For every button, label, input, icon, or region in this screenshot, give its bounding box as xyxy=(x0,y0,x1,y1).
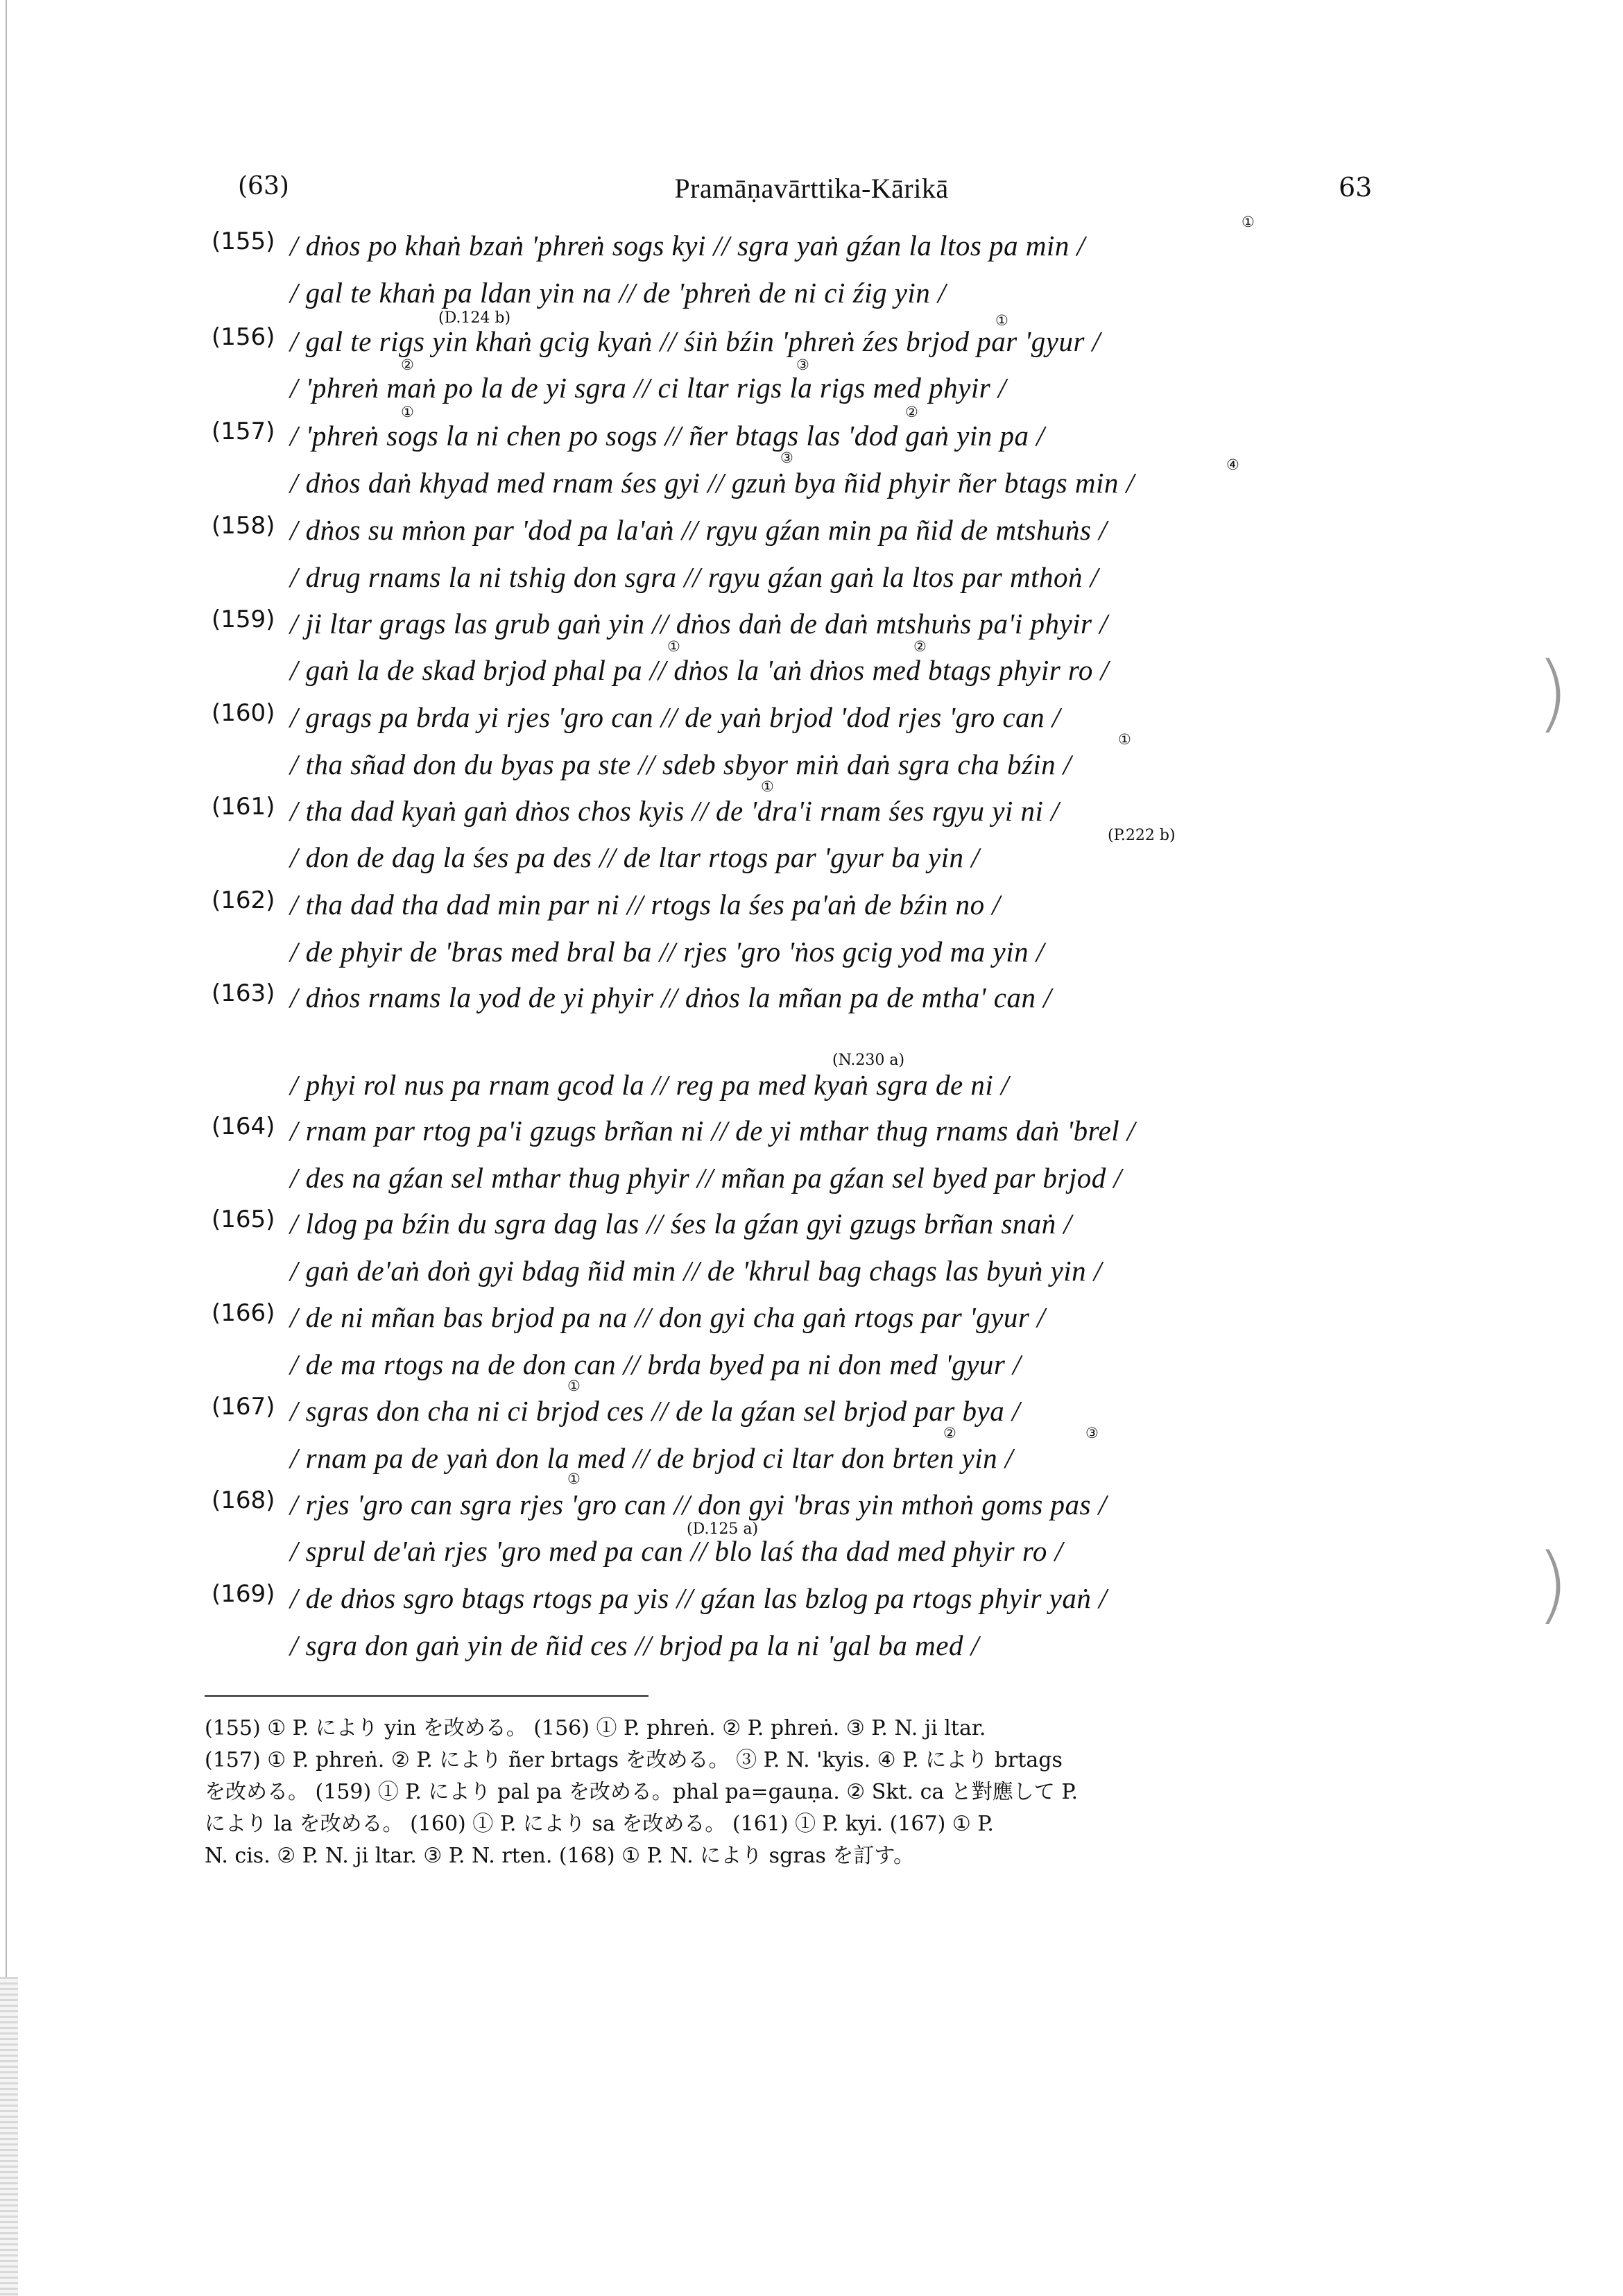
footnote-marker: ③ xyxy=(1085,1425,1099,1441)
footnote-marker: ③ xyxy=(796,357,809,373)
verse-number: (162) xyxy=(212,886,275,914)
verse-line: / ldog pa bźin du sgra dag las // śes la gźan gyi gzugs brñan snaṅ / xyxy=(290,1208,1072,1240)
footnote-marker: ② xyxy=(943,1425,956,1441)
verse-number: (165) xyxy=(212,1206,275,1233)
scan-bracket-mark: ) xyxy=(1536,1536,1569,1633)
verse-line: / ji ltar grags las grub gaṅ yin // dṅos daṅ de daṅ mtshuṅs pa'i phyir / xyxy=(290,608,1108,640)
footnote-marker: ① xyxy=(667,638,680,655)
verse-line: / 'phreṅ sogs la ni chen po sogs // ñer btags las 'dod gaṅ yin pa / xyxy=(290,420,1045,452)
verse-line: / drug rnams la ni tshig don sgra // rgyu gźan gaṅ la ltos par mthoṅ / xyxy=(290,561,1099,593)
verse-line: / dṅos daṅ khyad med rnam śes gyi // gzuṅ bya ñid phyir ñer btags min / xyxy=(290,467,1135,499)
verse-line: / sgra don gaṅ yin de ñid ces // brjod pa la ni 'gal ba med / xyxy=(290,1629,979,1661)
verse-line: / grags pa brda yi rjes 'gro can // de yaṅ brjod 'dod rjes 'gro can / xyxy=(290,701,1060,733)
footnote-line: (155) ① P. により yin を改める。 (156) ① P. phreṅ. ② P. phreṅ. ③ P. N. ji ltar. xyxy=(205,1716,986,1740)
verse-line: / rnam par rtog pa'i gzugs brñan ni // de yi mthar thug rnams daṅ 'brel / xyxy=(290,1115,1135,1147)
verse-line: / gal te rigs yin khaṅ gcig kyaṅ // śiṅ bźin 'phreṅ źes brjod par 'gyur / xyxy=(290,325,1101,357)
footnote-line: N. cis. ② P. N. ji ltar. ③ P. N. rten. (168) ① P. N. により sgras を訂す。 xyxy=(205,1844,915,1868)
footnote-marker: ② xyxy=(913,638,927,655)
verse-line: / sgras don cha ni ci brjod ces // de la gźan sel brjod par bya / xyxy=(290,1395,1020,1427)
edition-page-marker: (P.222 b) xyxy=(1108,827,1176,844)
verse-line: / dṅos po khaṅ bzaṅ 'phreṅ sogs kyi // sgra yaṅ gźan la ltos pa min / xyxy=(290,230,1085,262)
verse-line: / de dṅos sgro btags rtogs pa yis // gźan las bzlog pa rtogs phyir yaṅ / xyxy=(290,1582,1107,1614)
verse-line: / de ni mñan bas brjod pa na // don gyi cha gaṅ rtogs par 'gyur / xyxy=(290,1301,1046,1333)
edition-page-marker: (N.230 a) xyxy=(832,1052,905,1069)
edition-page-marker: (D.124 b) xyxy=(438,309,511,327)
footnote-line: を改める。 (159) ① P. により pal pa を改める。phal pa=gauṇa. ② Skt. ca と對應して P. xyxy=(205,1780,1078,1804)
verse-line: / gaṅ de'aṅ doṅ gyi bdag ñid min // de 'khrul bag chags las byuṅ yin / xyxy=(290,1255,1102,1287)
footnote-marker: ① xyxy=(995,312,1008,329)
verse-number: (166) xyxy=(212,1299,275,1327)
verse-line: / de phyir de 'bras med bral ba // rjes 'gro 'ṅos gcig yod ma yin / xyxy=(290,936,1045,968)
page-number: 63 xyxy=(1339,172,1373,203)
verse-line: / 'phreṅ maṅ po la de yi sgra // ci ltar rigs la rigs med phyir / xyxy=(290,372,1006,404)
footnote-marker: ④ xyxy=(1226,456,1239,473)
footnote-marker: ① xyxy=(567,1378,581,1394)
verse-number: (164) xyxy=(212,1113,275,1140)
verse-number: (163) xyxy=(212,979,275,1007)
footnote-marker: ① xyxy=(1118,731,1131,748)
footnote-marker: ① xyxy=(761,778,774,795)
verse-number: (169) xyxy=(212,1580,275,1608)
verse-line: / dṅos su mṅon par 'dod pa la'aṅ // rgyu gźan min pa ñid de mtshuṅs / xyxy=(290,514,1108,546)
verse-line: / gaṅ la de skad brjod phal pa // dṅos la 'aṅ dṅos med btags phyir ro / xyxy=(290,654,1109,686)
running-title: Pramāṇavārttika-Kārikā xyxy=(674,173,949,204)
verse-line: / tha sñad don du byas pa ste // sdeb sbyor miṅ daṅ sgra cha bźin / xyxy=(290,748,1072,780)
verse-line: / dṅos rnams la yod de yi phyir // dṅos la mñan pa de mtha' can / xyxy=(290,982,1052,1013)
footnote-marker: ② xyxy=(905,404,918,420)
edition-page-marker: (D.125 a) xyxy=(687,1520,759,1538)
header-page-ref: (63) xyxy=(238,172,289,200)
verse-line: / phyi rol nus pa rnam gcod la // reg pa med kyaṅ sgra de ni / xyxy=(290,1069,1009,1101)
verse-number: (158) xyxy=(212,512,275,540)
footnote-marker: ① xyxy=(1242,214,1255,230)
verse-number: (168) xyxy=(212,1487,275,1514)
verse-line: / gal te khaṅ pa ldan yin na // de 'phreṅ de ni ci źig yin / xyxy=(290,277,946,309)
verse-line: / tha dad kyaṅ gaṅ dṅos chos kyis // de 'dra'i rnam śes rgyu yi ni / xyxy=(290,795,1060,827)
footnote-marker: ① xyxy=(401,404,414,420)
verse-line: / rnam pa de yaṅ don la med // de brjod ci ltar don brten yin / xyxy=(290,1442,1013,1474)
verse-line: / tha dad tha dad min par ni // rtogs la śes pa'aṅ de bźin no / xyxy=(290,889,1001,920)
verse-number: (167) xyxy=(212,1393,275,1421)
footnote-marker: ② xyxy=(401,357,414,373)
verse-number: (159) xyxy=(212,606,275,633)
footnote-marker: ① xyxy=(567,1471,581,1487)
scan-margin-line xyxy=(6,0,7,2296)
verse-number: (160) xyxy=(212,699,275,727)
footnote-rule xyxy=(205,1695,649,1697)
verse-number: (161) xyxy=(212,793,275,821)
verse-number: (157) xyxy=(212,418,275,445)
scan-margin-stain xyxy=(0,1977,18,2296)
footnote-line: (157) ① P. phreṅ. ② P. により ñer brtags を改める。 ③ P. N. 'kyis. ④ P. により brtags xyxy=(205,1748,1063,1772)
verse-line: / don de dag la śes pa des // de ltar rtogs par 'gyur ba yin / xyxy=(290,841,980,873)
verse-number: (156) xyxy=(212,323,275,351)
verse-line: / rjes 'gro can sgra rjes 'gro can // don gyi 'bras yin mthoṅ goms pas / xyxy=(290,1489,1107,1520)
scan-bracket-mark: ) xyxy=(1536,645,1569,742)
footnote-marker: ③ xyxy=(780,449,793,466)
verse-number: (155) xyxy=(212,228,275,255)
verse-line: / sprul de'aṅ rjes 'gro med pa can // blo laś tha dad med phyir ro / xyxy=(290,1535,1063,1567)
footnote-line: により la を改める。 (160) ① P. により sa を改める。 (161) ① P. kyi. (167) ① P. xyxy=(205,1812,994,1836)
verse-line: / de ma rtogs na de don can // brda byed pa ni don med 'gyur / xyxy=(290,1348,1022,1380)
verse-line: / des na gźan sel mthar thug phyir // mñan pa gźan sel byed par brjod / xyxy=(290,1162,1122,1194)
